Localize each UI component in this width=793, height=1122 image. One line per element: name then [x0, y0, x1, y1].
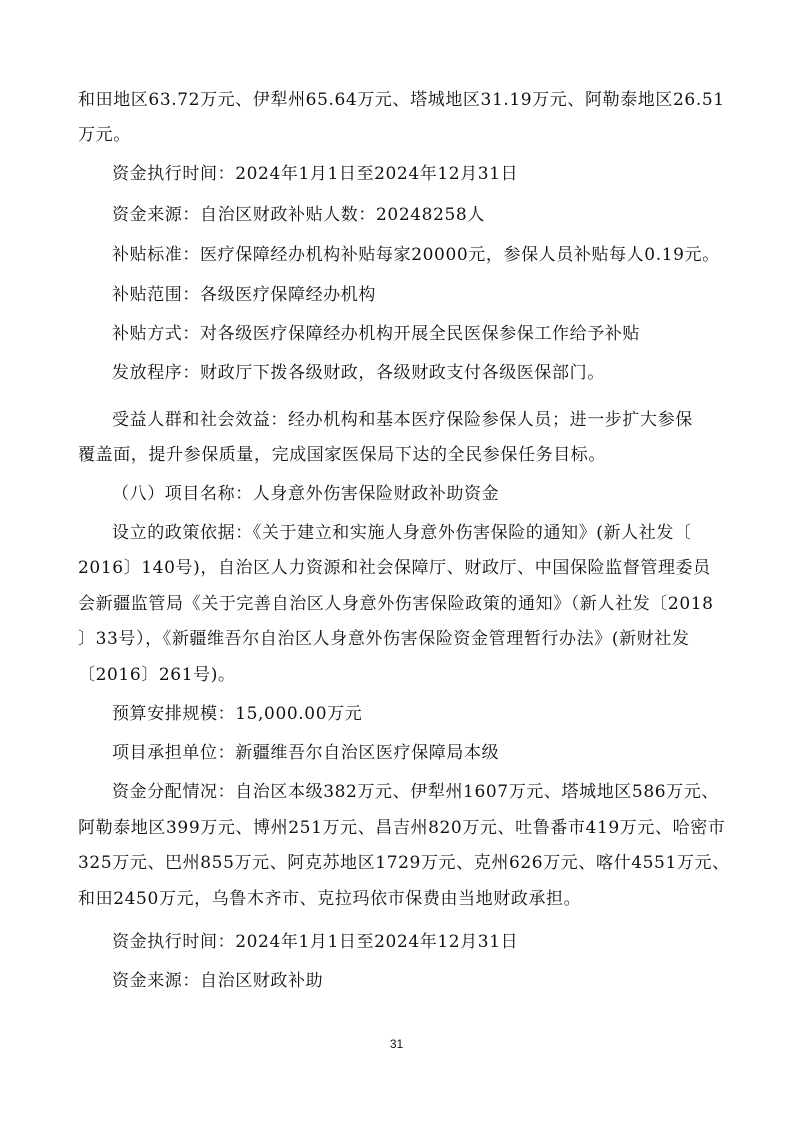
fund-source: 资金来源：自治区财政补贴人数：20248258人	[112, 205, 485, 225]
subsidy-method: 补贴方式：对各级医疗保障经办机构开展全民医保参保工作给予补贴	[112, 324, 640, 344]
policy-basis-line-5: 〔2016〕261号)。	[78, 665, 236, 685]
section-heading: （八）项目名称：人身意外伤害保险财政补助资金	[112, 484, 500, 504]
policy-basis-line-1: 设立的政策依据：《关于建立和实施人身意外伤害保险的通知》(新人社发〔	[112, 523, 692, 543]
fund-execution-time-2: 资金执行时间：2024年1月1日至2024年12月31日	[112, 932, 519, 952]
subsidy-standard: 补贴标准：医疗保障经办机构补贴每家20000元，参保人员补贴每人0.19元。	[112, 245, 720, 265]
fund-allocation-line-3: 325万元、巴州855万元、阿克苏地区1729万元、克州626万元、喀什4551万元、	[78, 853, 730, 873]
distribution-procedure: 发放程序：财政厅下拨各级财政，各级财政支付各级医保部门。	[112, 363, 605, 383]
fund-allocation-line-2: 阿勒泰地区399万元、博州251万元、昌吉州820万元、吐鲁番市419万元、哈密市	[78, 818, 726, 838]
responsible-unit: 项目承担单位：新疆维吾尔自治区医疗保障局本级	[112, 743, 500, 763]
fund-allocation-line-1: 资金分配情况：自治区本级382万元、伊犁州1607万元、塔城地区586万元、	[112, 782, 719, 802]
page-number: 31	[389, 1037, 404, 1051]
fund-allocation-line-4: 和田2450万元，乌鲁木齐市、克拉玛依市保费由当地财政承担。	[78, 889, 582, 909]
beneficiaries-line-2: 覆盖面，提升参保质量，完成国家医保局下达的全民参保任务目标。	[78, 445, 606, 465]
subsidy-scope: 补贴范围：各级医疗保障经办机构	[112, 285, 376, 305]
policy-basis-line-2: 2016〕140号)，自治区人力资源和社会保障厅、财政厅、中国保险监督管理委员	[78, 558, 711, 578]
fund-execution-time: 资金执行时间：2024年1月1日至2024年12月31日	[112, 164, 519, 184]
text-line: 万元。	[78, 125, 131, 145]
text-line: 和田地区63.72万元、伊犁州65.64万元、塔城地区31.19万元、阿勒泰地区26.51	[78, 90, 725, 110]
policy-basis-line-4: 〕33号），《新疆维吾尔自治区人身意外伤害保险资金管理暂行办法》(新财社发	[78, 629, 690, 649]
fund-source-2: 资金来源：自治区财政补助	[112, 971, 324, 991]
beneficiaries-line-1: 受益人群和社会效益：经办机构和基本医疗保险参保人员；进一步扩大参保	[112, 410, 693, 430]
policy-basis-line-3: 会新疆监管局《关于完善自治区人身意外伤害保险政策的通知》（新人社发〔2018	[78, 594, 714, 614]
budget-scale: 预算安排规模：15,000.00万元	[112, 704, 363, 724]
